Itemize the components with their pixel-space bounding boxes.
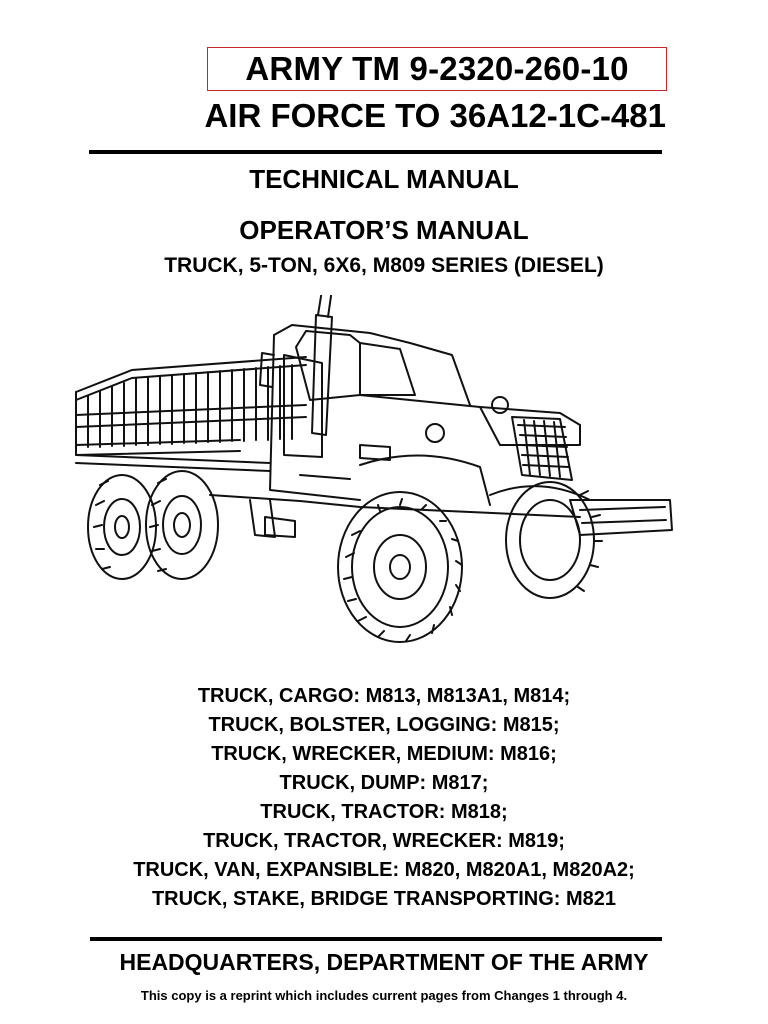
technical-manual-heading: TECHNICAL MANUAL bbox=[249, 164, 519, 194]
bottom-divider bbox=[90, 937, 662, 941]
model-item: TRUCK, BOLSTER, LOGGING: M815; bbox=[208, 714, 560, 736]
model-item: TRUCK, TRACTOR: M818; bbox=[260, 801, 508, 823]
army-tm-number: ARMY TM 9-2320-260-10 bbox=[207, 47, 667, 91]
top-divider bbox=[89, 150, 662, 154]
model-list bbox=[0, 682, 768, 914]
model-item: TRUCK, TRACTOR, WRECKER: M819; bbox=[203, 830, 565, 852]
model-item: TRUCK, STAKE, BRIDGE TRANSPORTING: M821 bbox=[151, 888, 617, 910]
truck-illustration bbox=[60, 295, 710, 660]
model-item: TRUCK, CARGO: M813, M813A1, M814; bbox=[197, 685, 571, 707]
headquarters-line: HEADQUARTERS, DEPARTMENT OF THE ARMY bbox=[119, 949, 649, 975]
model-item: TRUCK, DUMP: M817; bbox=[279, 772, 489, 794]
reprint-note: This copy is a reprint which includes current pages from Changes 1 through 4. bbox=[140, 988, 628, 1003]
operators-manual-heading: OPERATOR’S MANUAL bbox=[239, 215, 529, 245]
truck-series-heading: TRUCK, 5-TON, 6X6, M809 SERIES (DIESEL) bbox=[164, 254, 604, 277]
model-item: TRUCK, WRECKER, MEDIUM: M816; bbox=[211, 743, 557, 765]
air-force-to-number: AIR FORCE TO 36A12-1C-481 bbox=[204, 97, 666, 134]
model-item: TRUCK, VAN, EXPANSIBLE: M820, M820A1, M820A2; bbox=[133, 859, 635, 881]
